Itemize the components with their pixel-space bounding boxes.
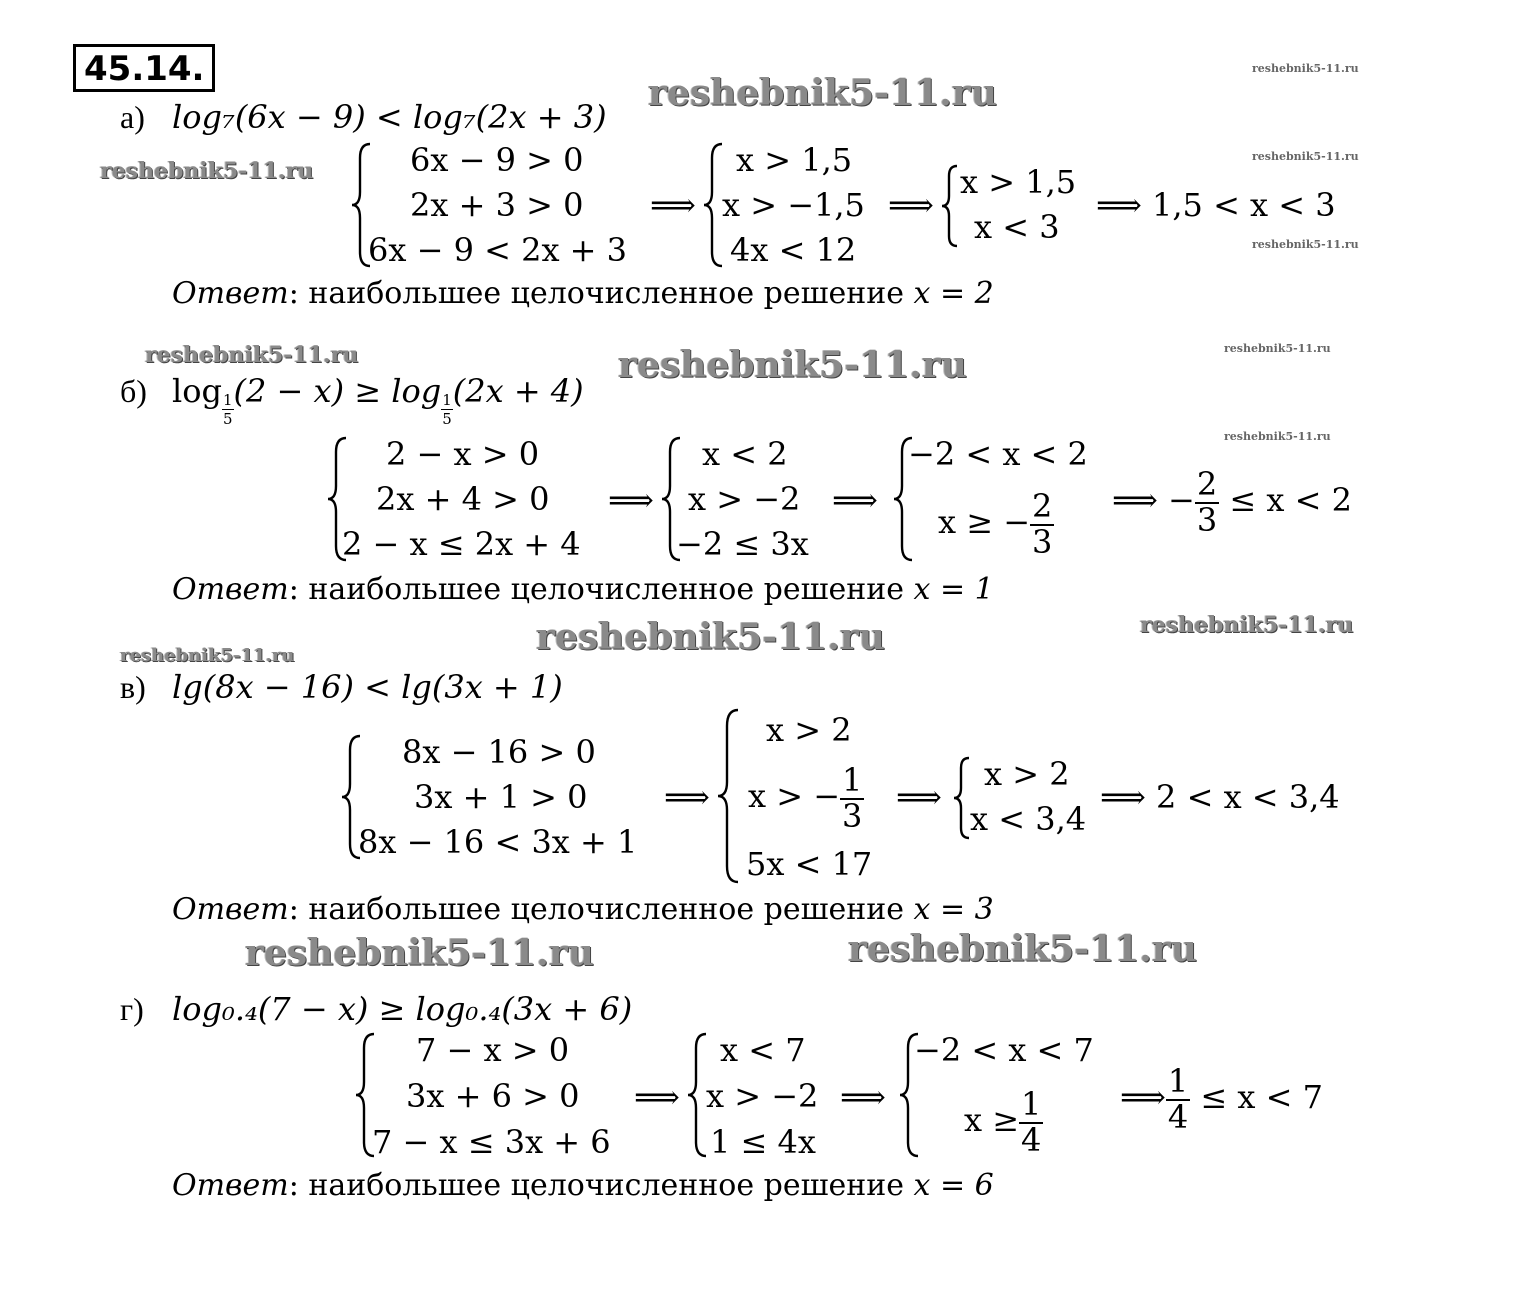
- fraction: $\frac{1}{4}$: [1021, 1084, 1042, 1159]
- answer-label: Ответ: [172, 1168, 289, 1203]
- system-line: 6x − 9 < 2x + 3: [368, 231, 627, 269]
- system-line: 7 − x > 0: [416, 1031, 570, 1069]
- task-b-result: ⟹ − $\frac{2}{3}$ ≤ x < 2: [1112, 464, 1352, 539]
- answer-text: : наибольшее целочисленное решение: [288, 1168, 904, 1203]
- task-v-result: ⟹ 2 < x < 3,4: [1100, 778, 1340, 816]
- task-g-result: ⟹ $\frac{1}{4}$ ≤ x < 7: [1120, 1061, 1323, 1136]
- system-line: 3x + 6 > 0: [406, 1077, 580, 1115]
- answer-value: x = 1: [913, 572, 994, 607]
- task-g-expression: log₀.₄(7 − x) ≥ log₀.₄(3x + 6): [172, 990, 633, 1028]
- answer-value: x = 2: [913, 276, 994, 311]
- system-line: x < 7: [720, 1031, 806, 1069]
- fraction: $\frac{2}{3}$: [1032, 486, 1053, 561]
- left-brace-icon: [940, 162, 960, 250]
- task-g-system2: [686, 1030, 856, 1160]
- watermark-logo: reshebnik5-11.ru: [848, 928, 1197, 970]
- system-line: x < 3,4: [970, 800, 1087, 838]
- watermark-logo: reshebnik5-11.ru: [1224, 342, 1331, 355]
- log-base-fraction: $\frac{1}{5}$: [442, 391, 452, 428]
- system-line: x ≥ − $\frac{2}{3}$: [938, 486, 1053, 561]
- fraction: $\frac{2}{3}$: [1196, 464, 1218, 539]
- task-b-system2: [660, 434, 840, 564]
- task-a-answer: [172, 276, 994, 311]
- log-base-fraction: $\frac{1}{5}$: [222, 391, 233, 428]
- task-a-system2: [702, 140, 892, 270]
- answer-label: Ответ: [172, 892, 289, 927]
- left-brace-icon: [716, 706, 742, 886]
- watermark-logo: reshebnik5-11.ru: [618, 344, 967, 386]
- watermark-logo: reshebnik5-11.ru: [1252, 62, 1359, 75]
- watermark-logo: reshebnik5-11.ru: [100, 158, 314, 184]
- task-g-label: г): [120, 991, 144, 1027]
- system-line: x > 2: [984, 755, 1070, 793]
- task-g-system3: [898, 1030, 1118, 1160]
- system-line: 8x − 16 > 0: [402, 733, 596, 771]
- task-v-system1: [340, 732, 660, 862]
- watermark-logo: reshebnik5-11.ru: [1224, 430, 1331, 443]
- system-line: x > − $\frac{1}{3}$: [748, 760, 863, 835]
- task-a-inequality: [120, 98, 607, 136]
- system-line: x > 2: [766, 711, 852, 749]
- task-a-result: 1,5 < x < 3: [1152, 186, 1336, 224]
- task-v-expression: lg(8x − 16) < lg(3x + 1): [172, 668, 563, 706]
- system-line: 6x − 9 > 0: [410, 141, 584, 179]
- system-line: 4x < 12: [730, 231, 857, 269]
- answer-value: x = 3: [913, 892, 994, 927]
- task-g-answer: [172, 1168, 994, 1203]
- task-a-label: а): [120, 99, 145, 135]
- implies-arrow: ⟹: [634, 1078, 680, 1116]
- system-line: 5x < 17: [746, 845, 873, 883]
- system-line: 2x + 3 > 0: [410, 186, 584, 224]
- answer-value: x = 6: [913, 1168, 994, 1203]
- watermark-logo: reshebnik5-11.ru: [648, 72, 997, 114]
- task-b-label: б): [120, 373, 147, 409]
- system-line: 2x + 4 > 0: [376, 480, 550, 518]
- task-g-inequality: [120, 990, 632, 1028]
- implies-arrow: ⟹: [664, 778, 710, 816]
- implies-arrow: ⟹: [888, 186, 934, 224]
- answer-text: : наибольшее целочисленное решение: [288, 276, 904, 311]
- system-line: x > −2: [688, 480, 801, 518]
- system-line: −2 < x < 7: [914, 1031, 1094, 1069]
- log-word: log: [172, 372, 222, 410]
- left-brace-icon: [952, 754, 972, 842]
- system-line: 3x + 1 > 0: [414, 778, 588, 816]
- system-line: −2 < x < 2: [908, 435, 1088, 473]
- task-b-system3: [892, 434, 1112, 564]
- task-a-system1: [350, 140, 660, 270]
- system-line: x < 2: [702, 435, 788, 473]
- task-b-answer: [172, 572, 994, 607]
- answer-text: : наибольшее целочисленное решение: [288, 572, 904, 607]
- implies-arrow: ⟹: [608, 481, 654, 519]
- task-b-system1: [326, 434, 616, 564]
- watermark-logo: reshebnik5-11.ru: [120, 645, 295, 666]
- system-line: −2 ≤ 3x: [676, 525, 809, 563]
- task-b-expression: (2 − x) ≥ log: [233, 372, 442, 410]
- fraction: $\frac{1}{4}$: [1167, 1061, 1189, 1136]
- task-b-inequality: [120, 372, 584, 428]
- task-v-answer: [172, 892, 994, 927]
- watermark-logo: reshebnik5-11.ru: [1252, 150, 1359, 163]
- watermark-logo: reshebnik5-11.ru: [536, 616, 885, 658]
- system-line: x > −1,5: [722, 186, 865, 224]
- task-b-expression-tail: (2x + 4): [452, 372, 584, 410]
- system-line: x ≥ $\frac{1}{4}$: [964, 1084, 1042, 1159]
- task-v-system3: [952, 754, 1102, 842]
- system-line: x > 1,5: [736, 141, 853, 179]
- watermark-logo: reshebnik5-11.ru: [1140, 612, 1354, 638]
- answer-label: Ответ: [172, 276, 289, 311]
- fraction: $\frac{1}{3}$: [842, 760, 863, 835]
- answer-text: : наибольшее целочисленное решение: [288, 892, 904, 927]
- system-line: 8x − 16 < 3x + 1: [358, 823, 638, 861]
- system-line: x > 1,5: [960, 163, 1077, 201]
- task-v-label: в): [120, 669, 146, 705]
- task-a-system3: [940, 162, 1090, 250]
- implies-arrow: ⟹: [1096, 186, 1142, 224]
- system-line: 7 − x ≤ 3x + 6: [372, 1123, 611, 1161]
- system-line: 2 − x > 0: [386, 435, 540, 473]
- task-v-inequality: [120, 668, 563, 706]
- watermark-logo: reshebnik5-11.ru: [245, 932, 594, 974]
- system-line: 1 ≤ 4x: [710, 1123, 816, 1161]
- answer-label: Ответ: [172, 572, 289, 607]
- watermark-logo: reshebnik5-11.ru: [145, 342, 359, 368]
- implies-arrow: ⟹: [896, 778, 942, 816]
- watermark-logo: reshebnik5-11.ru: [1252, 238, 1359, 251]
- implies-arrow: ⟹: [650, 186, 696, 224]
- implies-arrow: ⟹: [832, 481, 878, 519]
- task-a-expression: log₇(6x − 9) < log₇(2x + 3): [172, 98, 607, 136]
- system-line: x < 3: [974, 208, 1060, 246]
- system-line: 2 − x ≤ 2x + 4: [342, 525, 581, 563]
- implies-arrow: ⟹: [840, 1078, 886, 1116]
- problem-number: 45.14.: [73, 44, 215, 92]
- task-v-system2: [716, 706, 896, 886]
- system-line: x > −2: [706, 1077, 819, 1115]
- task-g-system1: [354, 1030, 644, 1160]
